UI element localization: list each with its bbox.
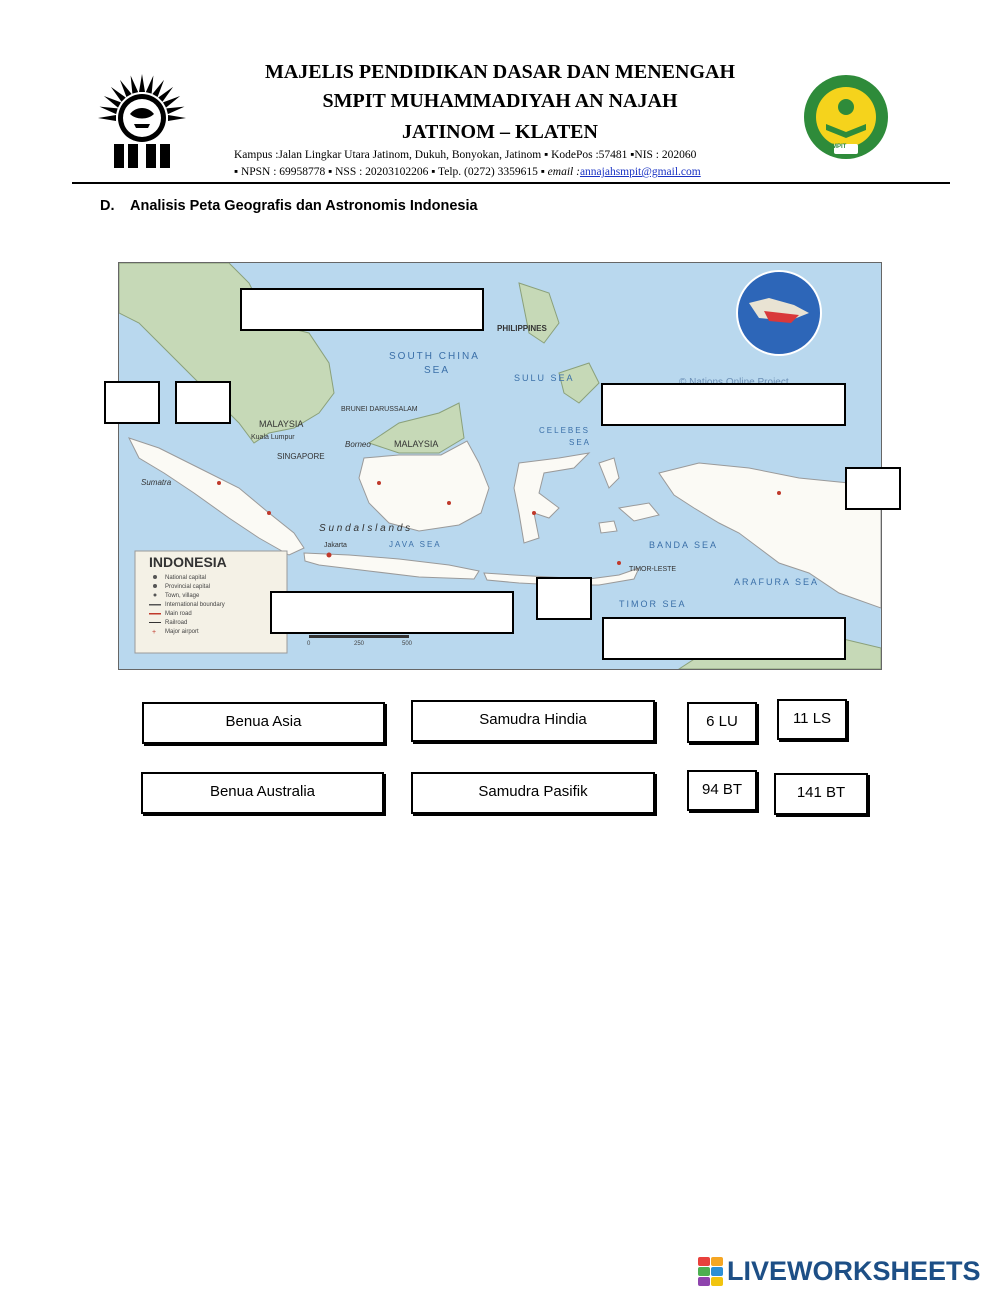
answer-benua-asia[interactable] — [142, 702, 385, 744]
map-label-banda-sea: BANDA SEA — [649, 540, 719, 550]
answer-141-bt[interactable] — [774, 773, 868, 815]
answer-label: 6 LU — [706, 713, 738, 730]
city-marker — [217, 481, 221, 485]
header-address-1: Kampus :Jalan Lingkar Utara Jatinom, Dukuh, Bonyokan, Jatinom ▪ KodePos :57481 ▪NIS : 202060 — [234, 149, 697, 161]
map-label-jakarta: Jakarta — [324, 542, 347, 549]
answer-label: 141 BT — [796, 784, 846, 801]
legend-item: Town, village — [165, 593, 200, 599]
answer-11-ls[interactable] — [777, 699, 847, 740]
header-divider — [72, 182, 950, 184]
section-heading: Analisis Peta Geografis dan Astronomis Indonesia — [130, 198, 478, 214]
city-marker — [617, 561, 621, 565]
answer-label: 94 BT — [701, 781, 743, 798]
answer-label: 11 LS — [792, 710, 832, 727]
drop-target-east-longitude[interactable] — [845, 467, 901, 510]
map-label-celebes-sea: SEA — [569, 438, 592, 447]
section-number: D. — [100, 198, 115, 214]
answer-label: Samudra Hindia — [479, 711, 587, 728]
map-label-malaysia: MALAYSIA — [259, 419, 304, 429]
svg-text:+: + — [152, 629, 157, 636]
map-label-kuala-lumpur: Kuala Lumpur — [251, 434, 295, 441]
maluku-islands — [599, 458, 659, 533]
map-label-celebes: CELEBES — [539, 426, 590, 435]
liveworksheets-logo[interactable] — [698, 1256, 981, 1286]
map-label-sunda: S u n d a I s l a n d s — [319, 523, 411, 534]
header-contact: ▪ NPSN : 69958778 ▪ NSS : 20203102206 ▪ Telp. (0272) 3359615 ▪ — [234, 166, 548, 178]
header-line-2: SMPIT MUHAMMADIYAH AN NAJAH — [322, 90, 678, 112]
map-label-sumatra: Sumatra — [141, 478, 172, 487]
map-label-malaysia-east: MALAYSIA — [394, 439, 439, 449]
kalimantan-island — [359, 441, 489, 531]
scale-label: 500 — [402, 641, 413, 647]
philippines-land — [519, 283, 599, 403]
scale-label: 0 — [307, 641, 311, 647]
answer-label: Benua Asia — [225, 713, 302, 730]
answer-samudra-pasifik[interactable] — [411, 772, 655, 814]
map-label-arafura-sea: ARAFURA SEA — [734, 577, 820, 587]
drop-target-west-longitude-a[interactable] — [104, 381, 160, 424]
city-marker — [327, 553, 332, 558]
map-label-brunei: BRUNEI DARUSSALAM — [341, 406, 418, 413]
map-label-philippines: PHILIPPINES — [497, 324, 547, 333]
globe-inset-icon — [737, 271, 821, 355]
map-label-java-sea: JAVA SEA — [389, 540, 442, 549]
muhammadiyah-logo-icon — [92, 74, 192, 170]
answer-6-lu[interactable] — [687, 702, 757, 743]
city-marker — [447, 501, 451, 505]
header-line-3: JATINOM – KLATEN — [402, 121, 598, 143]
sulawesi-island — [514, 453, 589, 543]
map-label-borneo: Borneo — [345, 440, 371, 449]
legend-item: Major airport — [165, 629, 199, 635]
map-label-timor-leste: TIMOR-LESTE — [629, 566, 677, 573]
drop-target-west-longitude-b[interactable] — [175, 381, 231, 424]
email-link[interactable]: annajahsmpit@gmail.com — [579, 166, 701, 178]
liveworksheets-brand: LIVEWORKSHEETS — [727, 1255, 981, 1286]
city-marker — [532, 511, 536, 515]
answer-label: Benua Australia — [209, 783, 316, 800]
city-marker — [377, 481, 381, 485]
legend-title: INDONESIA — [149, 554, 227, 570]
map-label-south-china: SOUTH CHINA — [389, 351, 480, 362]
legend-item: International boundary — [165, 602, 225, 608]
drop-target-south-continent[interactable] — [602, 617, 846, 660]
map-label-sulu-sea: SULU SEA — [514, 373, 575, 383]
city-marker — [777, 491, 781, 495]
header-address-2 — [234, 166, 701, 178]
answer-label: Samudra Pasifik — [478, 783, 588, 800]
drop-target-south-latitude[interactable] — [536, 577, 592, 620]
drop-target-east-ocean[interactable] — [601, 383, 846, 426]
legend-item: Provincial capital — [165, 584, 211, 590]
scale-label: 250 — [354, 641, 365, 647]
school-logo-badge: SMPIT — [828, 144, 847, 150]
drop-target-south-ocean[interactable] — [270, 591, 514, 634]
map-label-timor-sea: TIMOR SEA — [619, 599, 687, 609]
answer-samudra-hindia[interactable] — [411, 700, 655, 742]
drop-target-north-region[interactable] — [240, 288, 484, 331]
answer-94-bt[interactable] — [687, 770, 757, 811]
map-label-sea: SEA — [424, 365, 451, 376]
header-line-1: MAJELIS PENDIDIKAN DASAR DAN MENENGAH — [264, 61, 736, 83]
legend-item: National capital — [165, 575, 207, 581]
city-marker — [267, 511, 271, 515]
map-label-singapore: SINGAPORE — [277, 452, 325, 461]
legend-item: Railroad — [165, 620, 188, 626]
liveworksheets-blocks-icon — [698, 1257, 723, 1286]
section-title — [100, 198, 478, 214]
answer-benua-australia[interactable] — [141, 772, 384, 814]
legend-item: Main road — [165, 611, 192, 617]
email-label: email : — [547, 166, 580, 178]
